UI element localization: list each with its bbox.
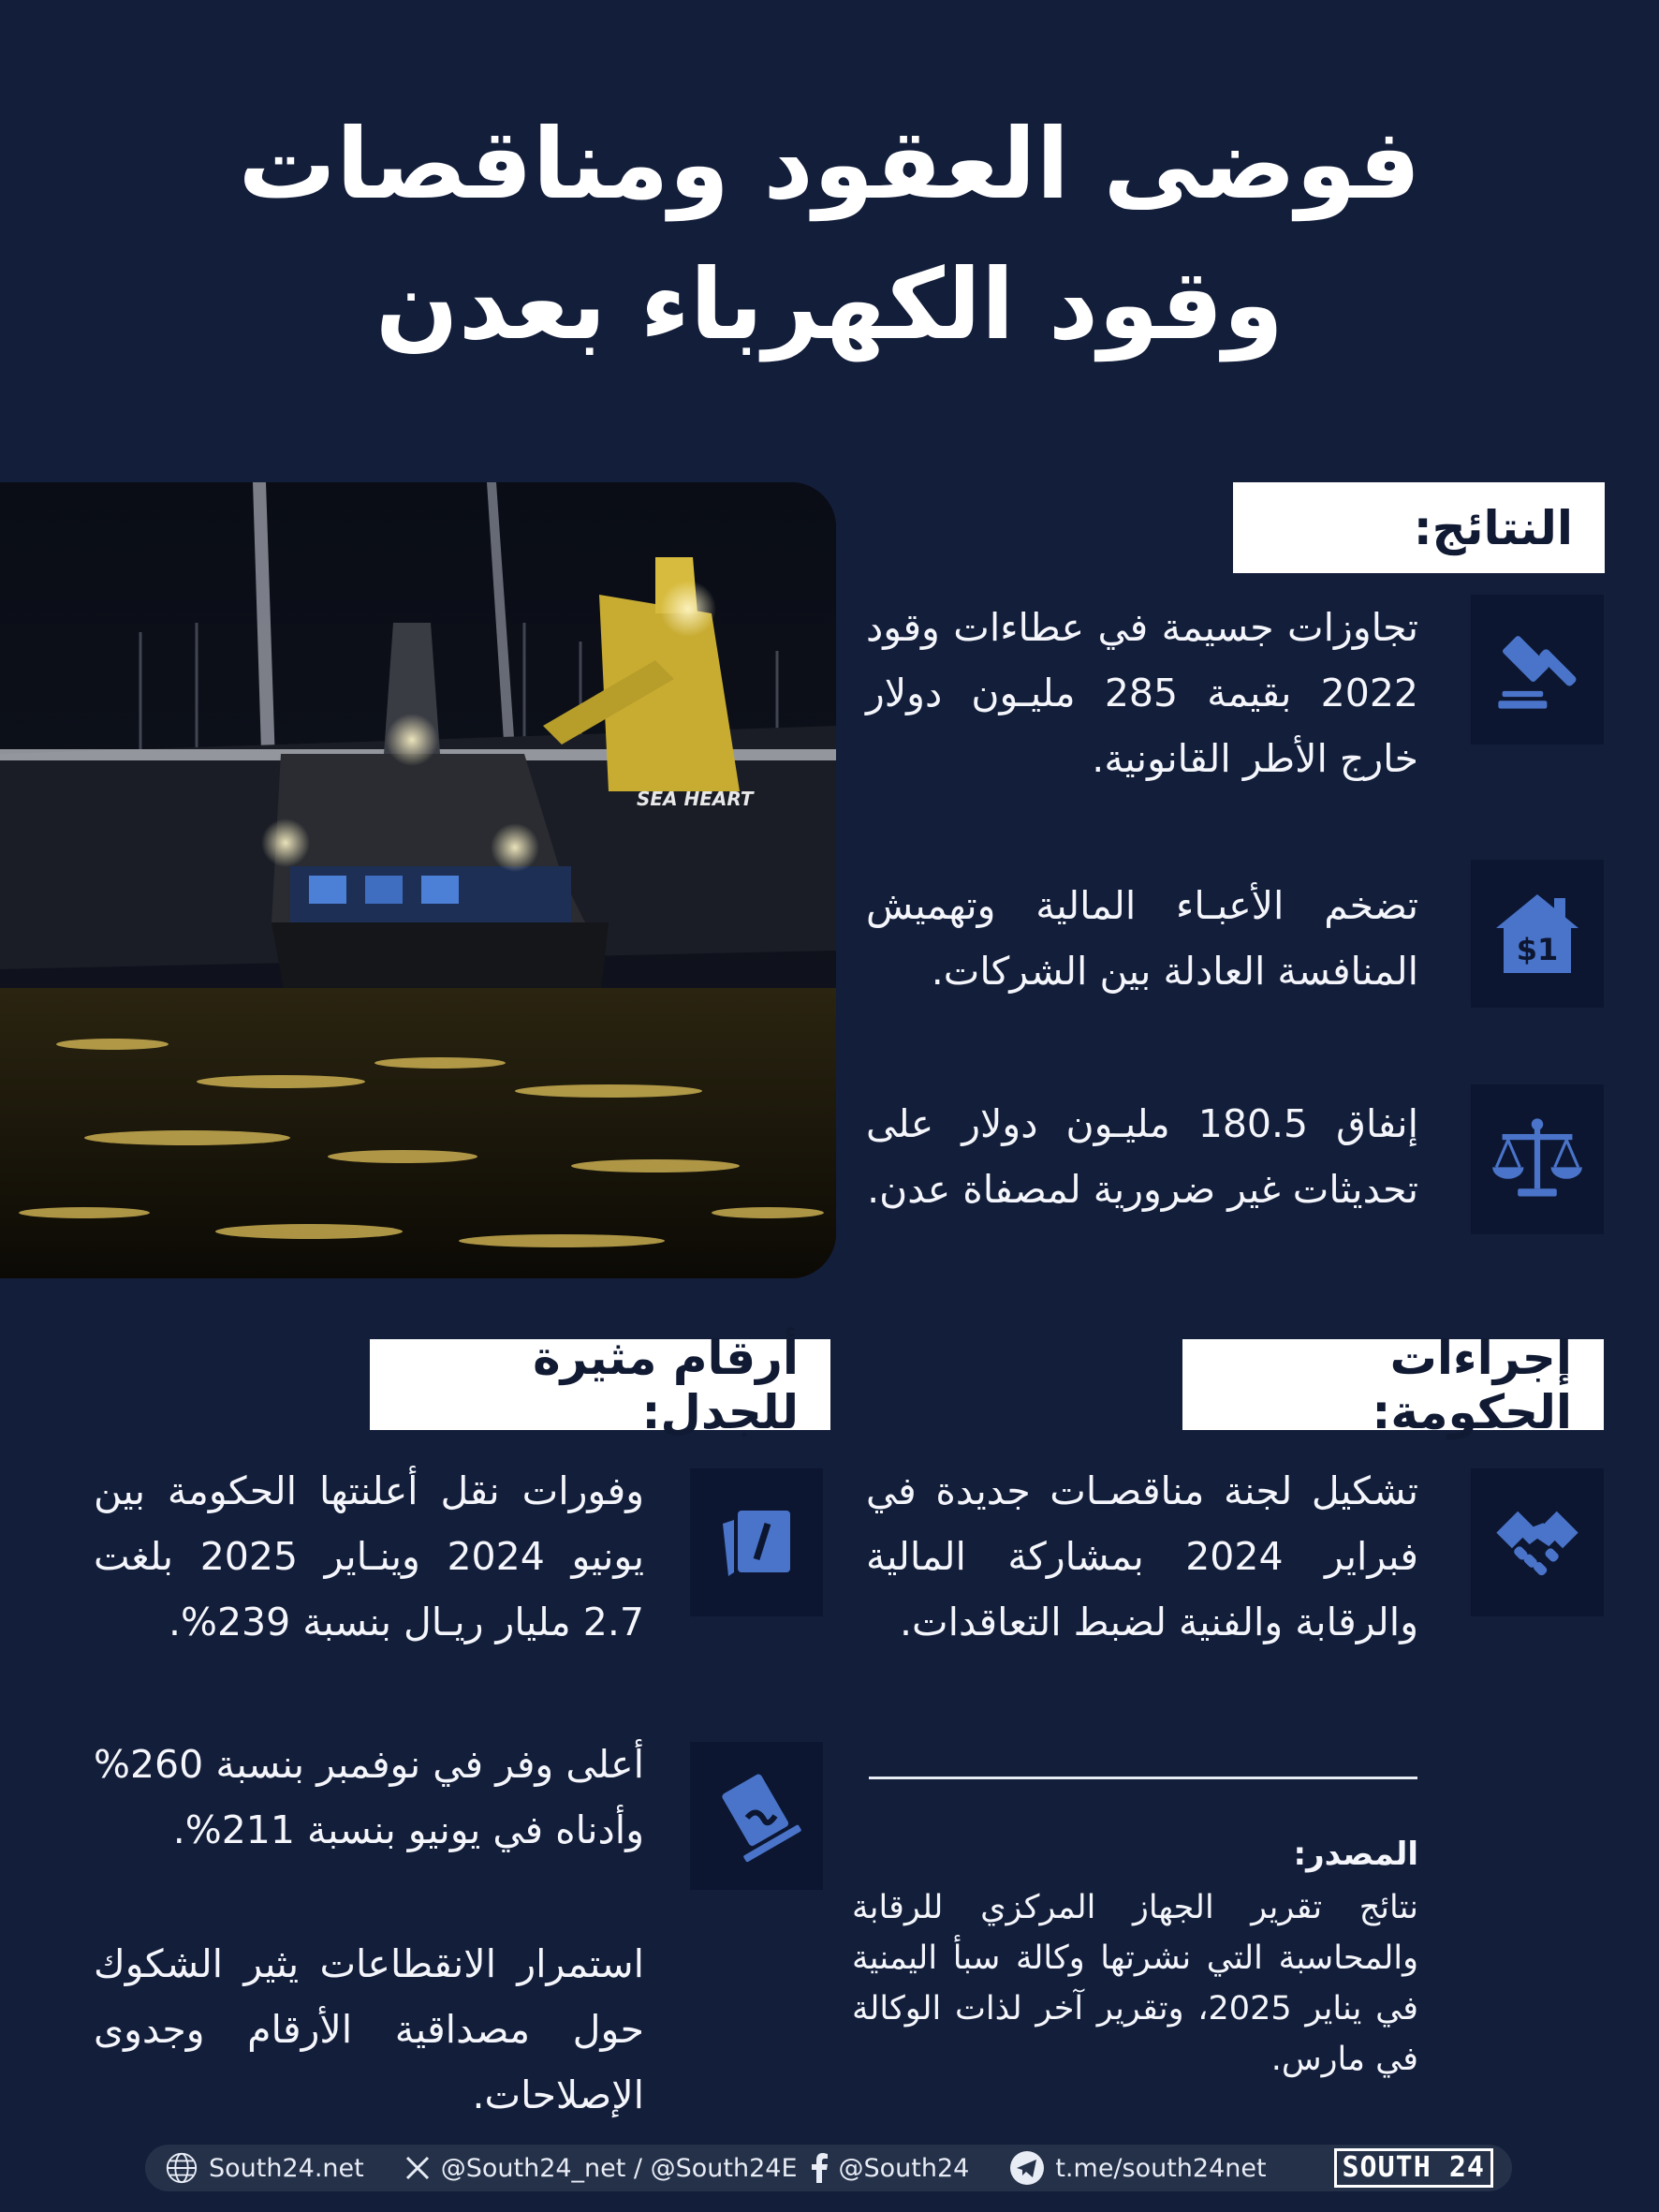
numbers-heading-text: أرقام مثيرة للجدل: xyxy=(533,1330,799,1439)
footer-telegram[interactable] xyxy=(1008,2149,1266,2187)
brand-logo: SOUTH 24 xyxy=(1334,2148,1494,2188)
government-heading-text: إجراءات الحكومة: xyxy=(1372,1330,1572,1439)
result-text-1: تجاوزات جسيمة في عطاءات وقود 2022 بقيمة 285 مليـون دولار خارج الأطر القانونية. xyxy=(866,605,1418,781)
numbers-text-3: استمرار الانقطاعات يثير الشكوك حول مصداقية الأرقام وجدوى الإصلاحات. xyxy=(94,1941,644,2117)
gavel-icon-box xyxy=(1471,595,1604,745)
footer-website-text: South24.net xyxy=(209,2153,364,2183)
gavel-icon xyxy=(1489,621,1586,718)
footer-website[interactable] xyxy=(164,2150,364,2186)
document-signature-icon xyxy=(710,1769,803,1863)
page-title-line-2: وقود الكهرباء بعدن xyxy=(374,247,1285,361)
results-heading-text: النتائج: xyxy=(1413,500,1573,555)
page-title-line-1: فوضى العقود ومناقصات xyxy=(238,107,1421,221)
footer-x[interactable] xyxy=(404,2154,798,2183)
government-text: تشكيل لجنة مناقصـات جديدة في فبراير 2024 بمشاركة المالية والرقابة والفنية لضبط التعاقدات. xyxy=(866,1468,1418,1644)
government-heading xyxy=(1182,1330,1604,1439)
source-label: المصدر: xyxy=(1293,1836,1418,1873)
divider-line xyxy=(869,1777,1417,1779)
result-text-2: تضخم الأعبـاء المالية وتهميش المنافسة العادلة بين الشركات. xyxy=(866,883,1418,994)
facebook-icon xyxy=(809,2153,830,2183)
house-dollar-icon-box xyxy=(1471,860,1604,1008)
globe-icon xyxy=(164,2150,199,2186)
handshake-icon xyxy=(1489,1494,1586,1591)
scales-icon-box xyxy=(1471,1084,1604,1234)
ship-photo xyxy=(0,482,836,1278)
footer-facebook[interactable] xyxy=(809,2153,970,2183)
x-logo-icon xyxy=(404,2154,432,2182)
scales-icon xyxy=(1489,1111,1586,1208)
document-icon-box xyxy=(690,1468,823,1616)
house-dollar-icon xyxy=(1490,887,1584,981)
numbers-heading xyxy=(370,1330,830,1439)
footer-bar xyxy=(145,2145,1512,2191)
dollar-sign-text: $1 xyxy=(1516,932,1559,967)
ship-name-text: SEA HEART xyxy=(637,788,754,810)
telegram-icon xyxy=(1008,2149,1046,2187)
result-text-3: إنفاق 180.5 مليـون دولار على تحديثات غير ضرورية لمصفاة عدن. xyxy=(866,1101,1418,1212)
footer-facebook-text: @South24 xyxy=(838,2153,970,2183)
footer-telegram-text: t.me/south24net xyxy=(1055,2153,1267,2183)
document-icon xyxy=(710,1496,803,1589)
footer-x-text: @South24_net / @South24E xyxy=(440,2153,798,2183)
handshake-icon-box xyxy=(1471,1468,1604,1616)
document-signature-icon-box xyxy=(690,1742,823,1890)
results-heading xyxy=(1233,482,1605,573)
numbers-text-1: وفورات نقل أعلنتها الحكومة بين يونيو 2024 وينـاير 2025 بلغت 2.7 مليار ريـال بنسبة 239%. xyxy=(94,1468,645,1644)
numbers-text-2: أعلى وفر في نوفمبر بنسبة 260% وأدناه في يونيو بنسبة 211%. xyxy=(94,1742,644,1852)
source-text: نتائج تقرير الجهاز المركزي للرقابة والمحاسبة التي نشرتها وكالة سبأ اليمنية في يناير 2025، وتقرير آخر لذات الوكالة في مارس. xyxy=(852,1889,1418,2078)
